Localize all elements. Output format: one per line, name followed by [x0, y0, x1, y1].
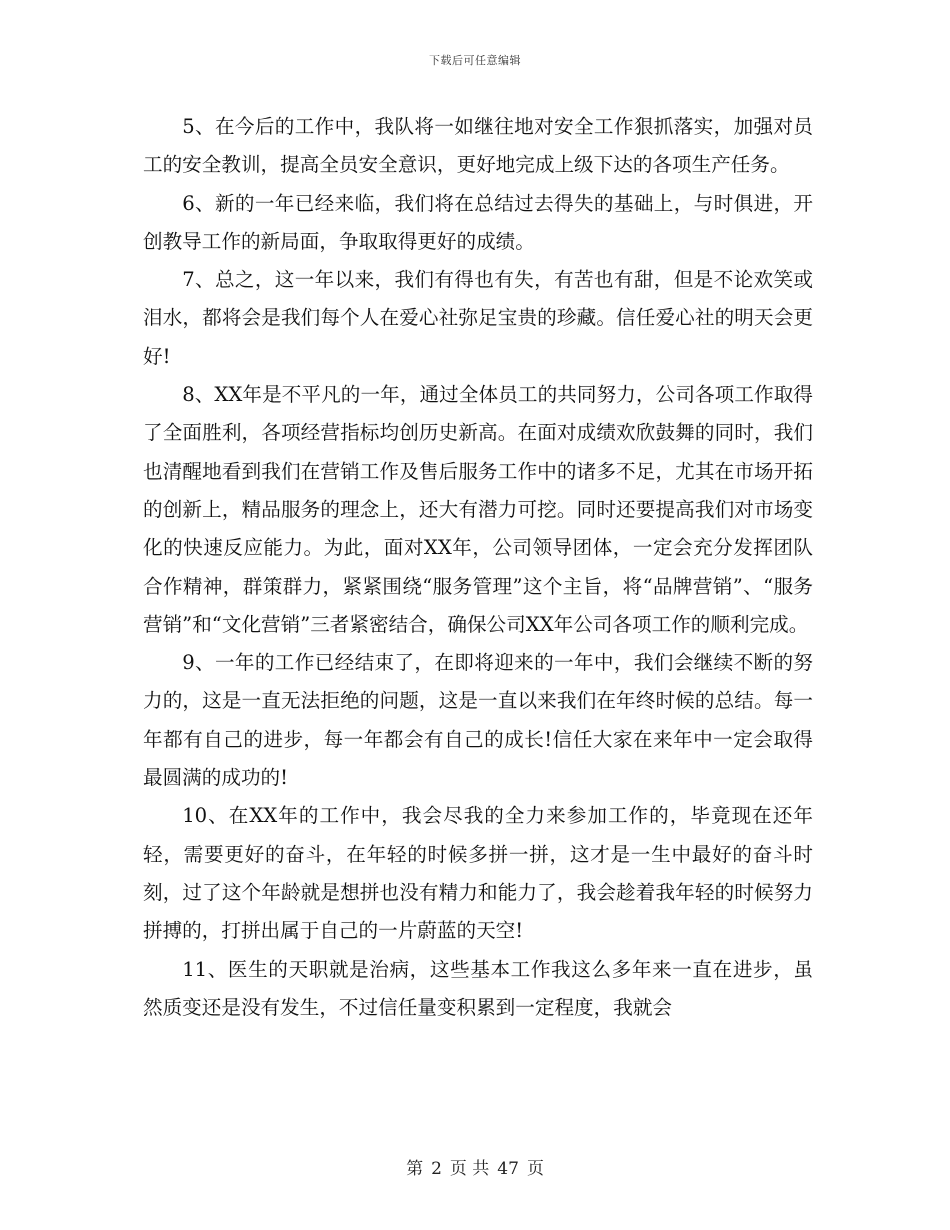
page-footer-suffix: 页: [526, 1159, 544, 1179]
paragraph-9: 9、一年的工作已经结束了，在即将迎来的一年中，我们会继续不断的努力的，这是一直无法拒绝的问题，这是一直以来我们在年终时候的总结。每一年都有自己的进步，每一年都会有自己的成长!信任大家在来年中一定会取得最圆满的成功的!: [143, 651, 813, 790]
page-footer: [0, 1154, 950, 1179]
paragraph-7: 7、总之，这一年以来，我们有得也有失，有苦也有甜，但是不论欢笑或泪水，都将会是我们每个人在爱心社弥足宝贵的珍藏。信任爱心社的明天会更好!: [143, 268, 813, 368]
page-footer-middle: 页 共: [449, 1159, 490, 1179]
paragraph-10: 10、在XX年的工作中，我会尽我的全力来参加工作的，毕竟现在还年轻，需要更好的奋斗，在年轻的时候多拼一拼，这才是一生中最好的奋斗时刻，过了这个年龄就是想拼也没有精力和能力了，我会趁着我年轻的时候努力拼搏的，打拼出属于自己的一片蔚蓝的天空!: [143, 804, 813, 943]
document-body: [143, 108, 813, 1027]
paragraph-8: 8、XX年是不平凡的一年，通过全体员工的共同努力，公司各项工作取得了全面胜利，各项经营指标均创历史新高。在面对成绩欢欣鼓舞的同时，我们也清醒地看到我们在营销工作及售后服务工作中的诸多不足，尤其在市场开拓的创新上，精品服务的理念上，还大有潜力可挖。同时还要提高我们对市场变化的快速反应能力。为此，面对XX年，公司领导团体，一定会充分发挥团队合作精神，群策群力，紧紧围绕“服务管理”这个主旨，将“品牌营销”、“服务营销”和“文化营销”三者紧密结合，确保公司XX年公司各项工作的顺利完成。: [143, 383, 813, 636]
page-header: 下载后可任意编辑: [429, 54, 521, 67]
paragraph-11: 11、医生的天职就是治病，这些基本工作我这么多年来一直在进步，虽然质变还是没有发生，不过信任量变积累到一定程度，我就会: [143, 957, 813, 1019]
page-total: 47: [497, 1159, 519, 1179]
paragraph-6: 6、新的一年已经来临，我们将在总结过去得失的基础上，与时俱进，开创教导工作的新局面，争取取得更好的成绩。: [143, 191, 813, 253]
paragraph-5: 5、在今后的工作中，我队将一如继往地对安全工作狠抓落实，加强对员工的安全教训，提高全员安全意识，更好地完成上级下达的各项生产任务。: [143, 115, 813, 177]
page-number: 2: [431, 1159, 442, 1179]
page-footer-prefix: 第: [406, 1159, 424, 1179]
